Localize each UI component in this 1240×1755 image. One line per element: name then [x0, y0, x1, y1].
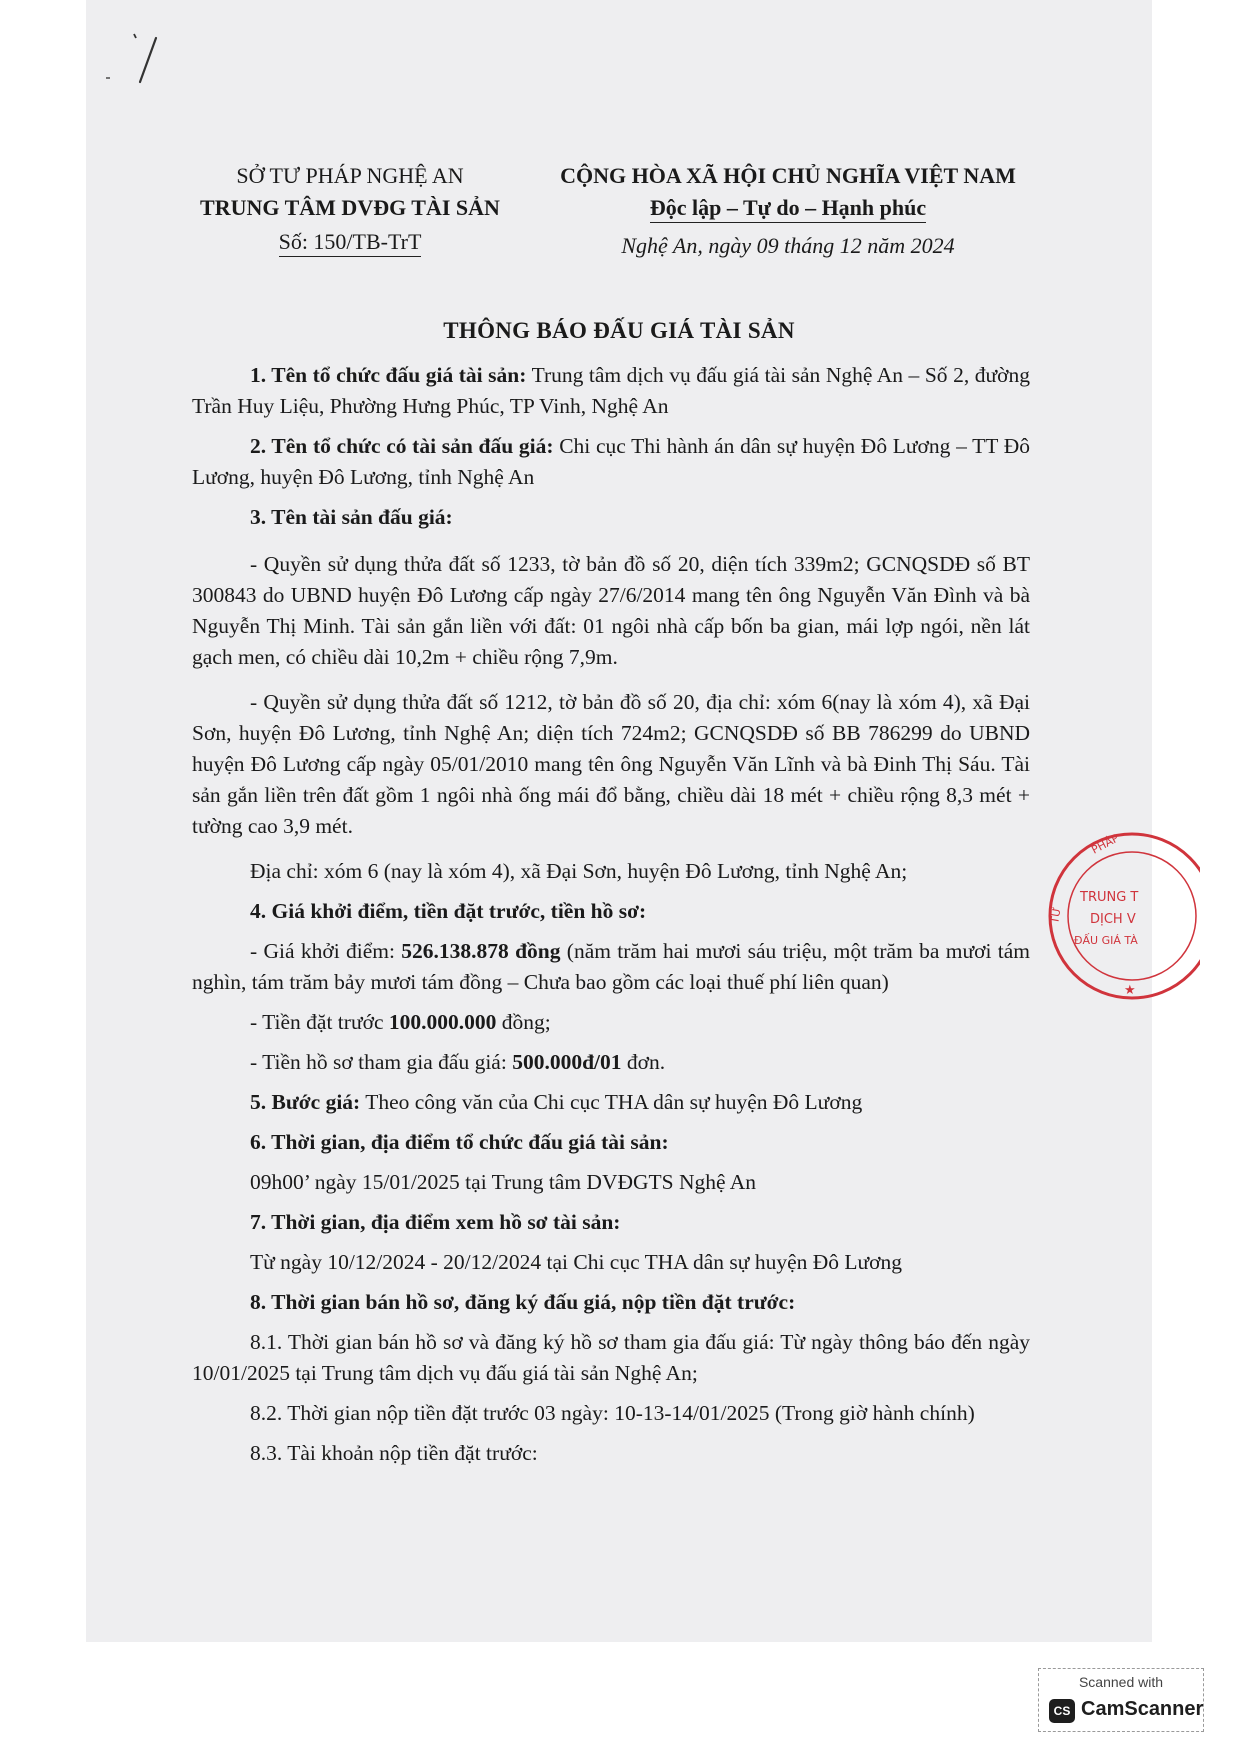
section-7-label: 7. Thời gian, địa điểm xem hồ sơ tài sản:: [250, 1210, 621, 1234]
camscanner-watermark: [1038, 1668, 1204, 1732]
deposit-value: 100.000.000: [388, 1010, 497, 1034]
asset-address: Địa chỉ: xóm 6 (nay là xóm 4), xã Đại Sơn, huyện Đô Lương, tỉnh Nghệ An;: [250, 859, 908, 883]
seal-line-2: DỊCH V: [1090, 912, 1136, 927]
seal-line-3: ĐẤU GIÁ TÀ: [1074, 934, 1138, 947]
national-motto: Độc lập – Tự do – Hạnh phúc: [650, 194, 926, 223]
section-7: [192, 1207, 1030, 1238]
fee-value: 500.000đ/01: [512, 1050, 622, 1074]
camscanner-logo-icon: CS: [1049, 1699, 1075, 1723]
document-body: [192, 360, 1030, 1478]
starting-price: [192, 936, 1030, 998]
document-title: THÔNG BÁO ĐẤU GIÁ TÀI SẢN: [443, 318, 795, 343]
issuer-header: [180, 160, 520, 258]
asset-item-2: - Quyền sử dụng thửa đất số 1212, tờ bản đồ số 20, địa chỉ: xóm 6(nay là xóm 4), xã Đại Sơn, huyện Đô Lương, tỉnh Nghệ An; diện tích 724m2; GCNQSDĐ số BB 786299 do UBND huyện Đô Lương cấp ngày 05/01/2010 mang tên ông Nguyễn Văn Lĩnh và bà Đinh Thị Sáu. Tài sản gắn liền trên đất gồm 1 ngôi nhà ống mái đổ bằng, chiều dài 18 mét + chiều rộng 8,3 mét + tường cao 3,9 mét.: [192, 690, 1030, 838]
watermark-caption: Scanned with: [1078, 1674, 1164, 1690]
pen-mark: [98, 30, 178, 90]
section-1-text: Trung tâm dịch vụ đấu giá tài sản Nghệ An – Số 2, đường Trần Huy Liệu, Phường Hưng Phúc, TP Vinh, Nghệ An: [192, 363, 1031, 418]
section-1: [192, 360, 1030, 422]
asset-item-1: - Quyền sử dụng thửa đất số 1233, tờ bản đồ số 20, diện tích 339m2; GCNQSDĐ số BT 300843 do UBND huyện Đô Lương cấp ngày 27/6/2014 mang tên ông Nguyễn Văn Đình và bà Nguyễn Thị Minh. Tài sản gắn liền với đất: 01 ngôi nhà cấp bốn ba gian, mái lợp ngói, nền lát gạch men, có chiều dài 10,2m + chiều rộng 7,9m.: [192, 552, 1030, 669]
deposit-suffix: đồng;: [496, 1010, 551, 1034]
section-3-label: 3. Tên tài sản đấu giá:: [250, 505, 453, 529]
seal-line-1: TRUNG T: [1080, 890, 1139, 905]
section-1-label: 1. Tên tổ chức đấu giá tài sản:: [250, 363, 527, 387]
section-6: [192, 1127, 1030, 1158]
section-4: [192, 896, 1030, 927]
document-number: Số: 150/TB-TrT: [279, 228, 422, 257]
starting-price-value: 526.138.878 đồng: [401, 939, 561, 963]
document-date: Nghệ An, ngày 09 tháng 12 năm 2024: [621, 233, 955, 258]
issuer-department: SỞ TƯ PHÁP NGHỆ AN: [236, 163, 464, 188]
section-3: [192, 502, 1030, 533]
seal-star-icon: ★: [1124, 982, 1136, 997]
official-red-seal: [1040, 826, 1200, 1006]
deposit-prefix: - Tiền đặt trước: [250, 1010, 389, 1034]
section-5: [192, 1087, 1030, 1118]
section-8-2: 8.2. Thời gian nộp tiền đặt trước 03 ngày: 10-13-14/01/2025 (Trong giờ hành chính): [250, 1401, 975, 1425]
section-8-3: 8.3. Tài khoản nộp tiền đặt trước:: [250, 1441, 538, 1465]
application-fee: [192, 1047, 1030, 1078]
section-2: [192, 431, 1030, 493]
seal-arc-top: PHÁP: [1089, 831, 1122, 857]
national-name: CỘNG HÒA XÃ HỘI CHỦ NGHĨA VIỆT NAM: [560, 163, 1016, 188]
seal-arc-left: TƯ: [1048, 906, 1064, 925]
section-8-label: 8. Thời gian bán hồ sơ, đăng ký đấu giá, nộp tiền đặt trước:: [250, 1290, 796, 1314]
section-8-1: 8.1. Thời gian bán hồ sơ và đăng ký hồ sơ tham gia đấu giá: Từ ngày thông báo đến ngày 10/01/2025 tại Trung tâm dịch vụ đấu giá tài sản Nghệ An;: [192, 1330, 1030, 1385]
section-5-label: 5. Bước giá:: [250, 1090, 361, 1114]
national-header: [548, 160, 1028, 262]
section-8: [192, 1287, 1030, 1318]
issuer-center: TRUNG TÂM DVĐG TÀI SẢN: [200, 195, 500, 220]
watermark-brand: CamScanner: [1081, 1698, 1204, 1720]
section-2-label: 2. Tên tổ chức có tài sản đấu giá:: [250, 434, 554, 458]
section-6-text: 09h00’ ngày 15/01/2025 tại Trung tâm DVĐGTS Nghệ An: [250, 1170, 757, 1194]
starting-price-words: (năm trăm hai mươi sáu triệu, một trăm ba mươi tám nghìn, tám trăm bảy mươi tám đồng – Chưa bao gồm các loại thuế phí liên quan): [192, 939, 1031, 994]
section-6-label: 6. Thời gian, địa điểm tổ chức đấu giá tài sản:: [250, 1130, 669, 1154]
fee-suffix: đơn.: [621, 1050, 666, 1074]
section-7-text: Từ ngày 10/12/2024 - 20/12/2024 tại Chi cục THA dân sự huyện Đô Lương: [250, 1250, 903, 1274]
section-2-text: Chi cục Thi hành án dân sự huyện Đô Lương – TT Đô Lương, huyện Đô Lương, tỉnh Nghệ An: [192, 434, 1031, 489]
fee-prefix: - Tiền hồ sơ tham gia đấu giá:: [250, 1050, 513, 1074]
section-5-text: Theo công văn của Chi cục THA dân sự huyện Đô Lương: [360, 1090, 863, 1114]
section-4-label: 4. Giá khởi điểm, tiền đặt trước, tiền hồ sơ:: [250, 899, 647, 923]
deposit-amount: [192, 1007, 1030, 1038]
starting-price-prefix: - Giá khởi điểm:: [250, 939, 402, 963]
